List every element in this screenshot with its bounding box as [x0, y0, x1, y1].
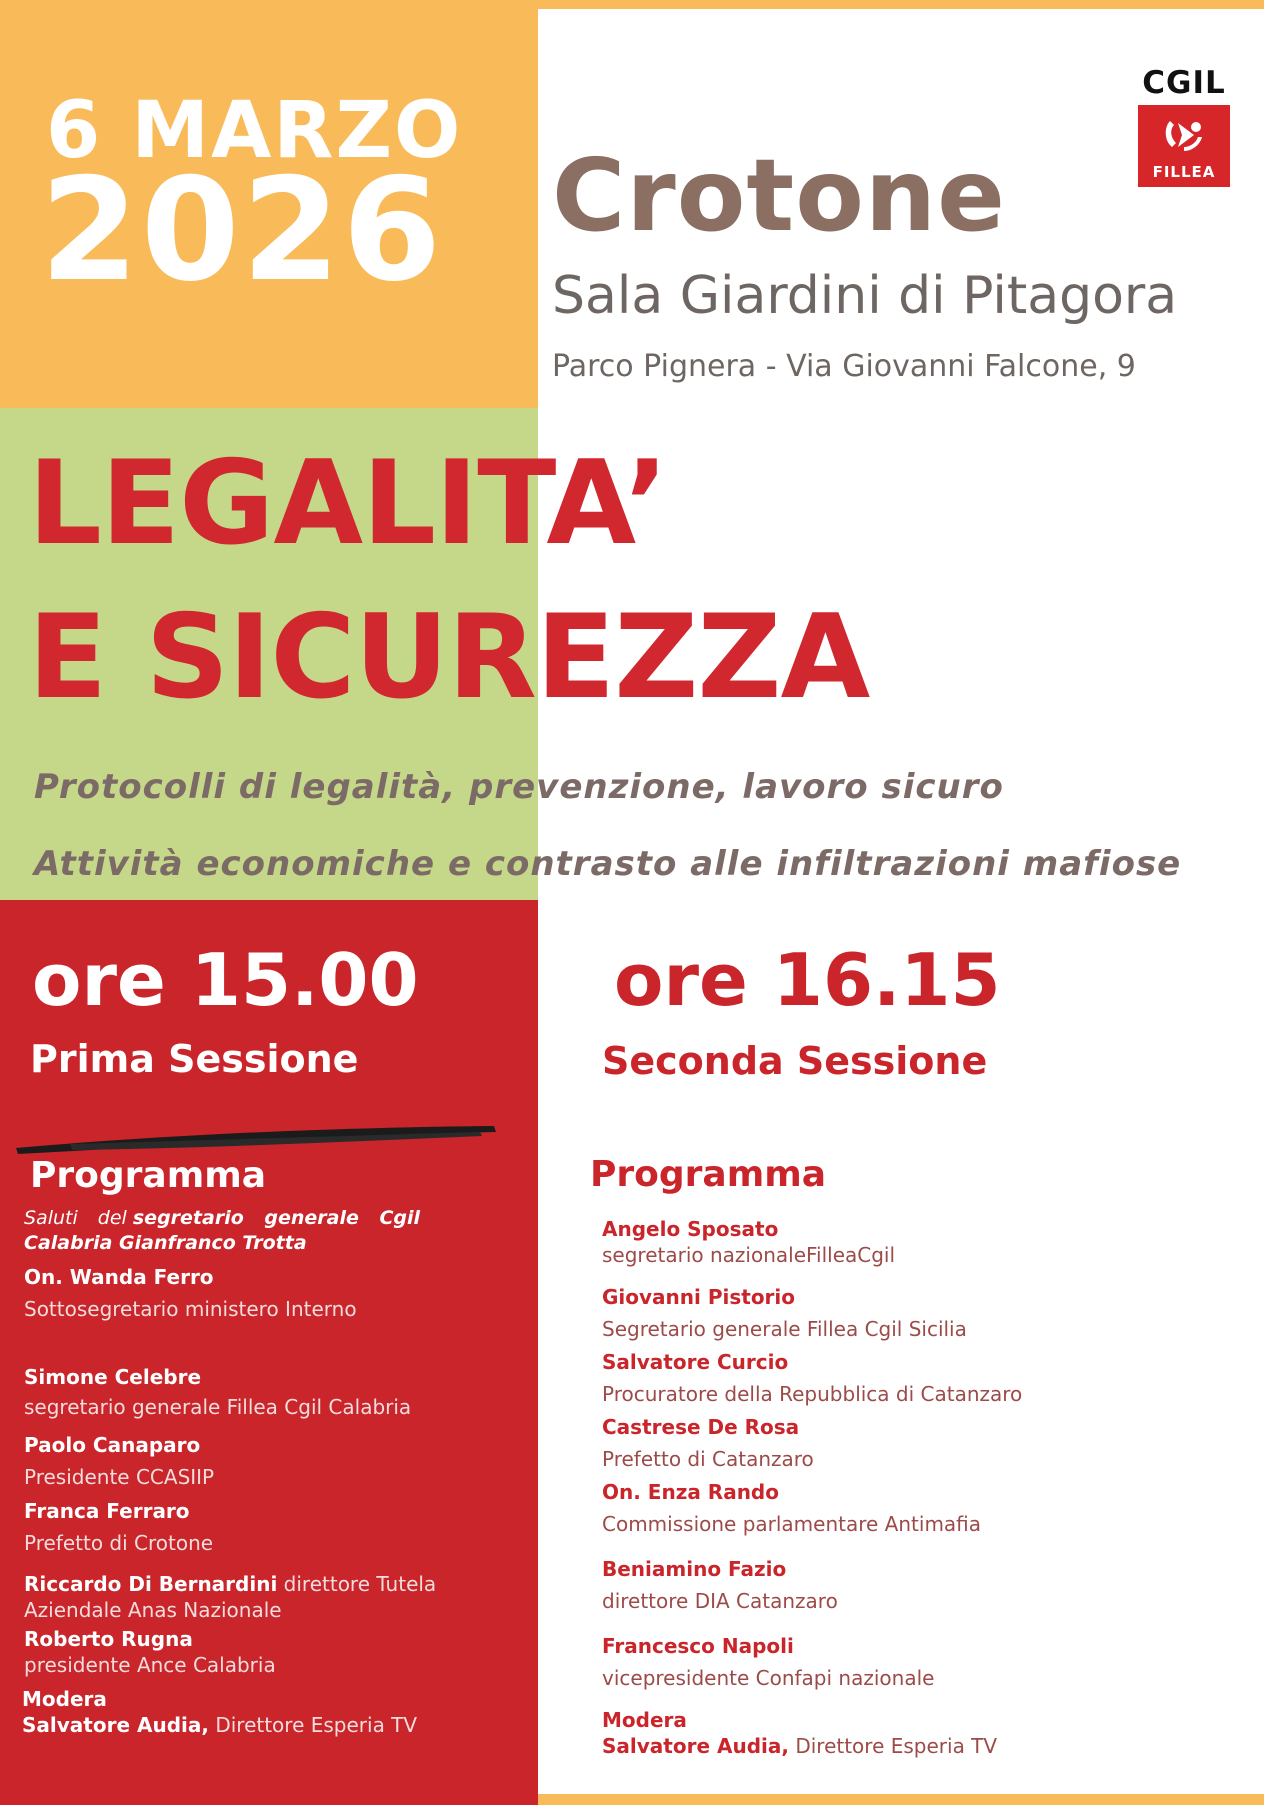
event-date-year: 2026	[40, 148, 444, 313]
moderator-name: Salvatore Audia,	[22, 1713, 209, 1737]
speaker-role: vicepresidente Confapi nazionale	[602, 1666, 935, 1690]
moderator-label: Modera	[602, 1708, 687, 1732]
session1-greeting	[24, 1206, 420, 1255]
list-item	[602, 1633, 934, 1691]
event-subtitle: Attività economiche e contrasto alle infiltrazioni mafiose	[34, 844, 1182, 884]
list-item	[602, 1284, 967, 1342]
moderator-role: Direttore Esperia TV	[788, 1734, 998, 1758]
speaker-role: Aziendale Anas Nazionale	[24, 1598, 282, 1622]
speaker-name: Angelo Sposato	[602, 1217, 779, 1241]
list-item	[602, 1556, 838, 1614]
speaker-role: Presidente CCASIIP	[24, 1465, 215, 1489]
event-date-month: 6 MARZO	[46, 86, 463, 176]
fillea-emblem-icon	[1160, 115, 1208, 155]
event-title-line2: E SICUREZZA	[28, 590, 870, 725]
speaker-name: Paolo Canaparo	[24, 1433, 201, 1457]
greeting-text: Saluti del	[24, 1207, 127, 1229]
speaker-role: Prefetto di Crotone	[24, 1531, 214, 1555]
speaker-name: On. Enza Rando	[602, 1480, 779, 1504]
list-item	[24, 1626, 276, 1678]
speaker-name: Riccardo Di Bernardini	[24, 1572, 278, 1596]
speaker-role: segretario generale Fillea Cgil Calabria	[24, 1395, 412, 1419]
city-name: Crotone	[552, 137, 1006, 254]
moderator-label: Modera	[22, 1687, 107, 1711]
list-item	[24, 1571, 436, 1623]
speaker-name: Francesco Napoli	[602, 1634, 794, 1658]
speaker-role: Sottosegretario ministero Interno	[24, 1297, 357, 1321]
speaker-role: Procuratore della Repubblica di Catanzaro	[602, 1382, 1023, 1406]
speaker-name: Castrese De Rosa	[602, 1415, 800, 1439]
session2-time: ore 16.15	[614, 938, 1001, 1022]
session2-program-heading: Programma	[590, 1154, 827, 1195]
speaker-role: direttore DIA Catanzaro	[602, 1589, 838, 1613]
list-item	[24, 1432, 214, 1490]
cgil-fillea-logo	[1136, 65, 1232, 187]
speaker-role: Prefetto di Catanzaro	[602, 1447, 814, 1471]
session2-moderator	[602, 1707, 997, 1759]
speaker-role: segretario nazionaleFilleaCgil	[602, 1243, 896, 1267]
logo-box	[1138, 105, 1230, 187]
session2-label: Seconda Sessione	[602, 1039, 988, 1083]
top-border	[538, 0, 1264, 9]
bottom-border	[538, 1794, 1264, 1805]
logo-word: CGIL	[1142, 65, 1226, 101]
logo-sub: FILLEA	[1152, 163, 1216, 181]
speaker-role: Commissione parlamentare Antimafia	[602, 1512, 982, 1536]
event-title-line1: LEGALITA’	[28, 436, 668, 571]
moderator-role: Direttore Esperia TV	[208, 1713, 418, 1737]
list-item	[602, 1414, 814, 1472]
speaker-name: Salvatore Curcio	[602, 1350, 789, 1374]
venue-address: Parco Pignera - Via Giovanni Falcone, 9	[552, 349, 1136, 384]
speaker-name: Franca Ferraro	[24, 1499, 190, 1523]
list-item	[602, 1479, 981, 1537]
greeting-role: segretario generale Cgil	[132, 1207, 421, 1229]
moderator-name: Salvatore Audia,	[602, 1734, 789, 1758]
list-item	[602, 1216, 895, 1268]
speaker-name: Beniamino Fazio	[602, 1557, 787, 1581]
list-item	[24, 1264, 357, 1322]
session1-program-heading: Programma	[30, 1155, 267, 1196]
session1-moderator	[22, 1686, 417, 1738]
list-item	[602, 1349, 1022, 1407]
speaker-name: On. Wanda Ferro	[24, 1265, 214, 1289]
greeting-person: Calabria Gianfranco Trotta	[24, 1231, 307, 1254]
speaker-name: Simone Celebre	[24, 1365, 202, 1389]
session1-label: Prima Sessione	[30, 1037, 359, 1081]
list-item	[24, 1364, 411, 1420]
speaker-name: Roberto Rugna	[24, 1627, 193, 1651]
speaker-name: Giovanni Pistorio	[602, 1285, 796, 1309]
list-item	[24, 1498, 213, 1556]
speaker-role: direttore Tutela	[277, 1572, 437, 1596]
event-subtitle: Protocolli di legalità, prevenzione, lavoro sicuro	[34, 767, 1004, 807]
speaker-role: Segretario generale Fillea Cgil Sicilia	[602, 1317, 967, 1341]
speaker-role: presidente Ance Calabria	[24, 1653, 276, 1677]
venue-name: Sala Giardini di Pitagora	[552, 266, 1178, 326]
session1-time: ore 15.00	[32, 938, 419, 1022]
